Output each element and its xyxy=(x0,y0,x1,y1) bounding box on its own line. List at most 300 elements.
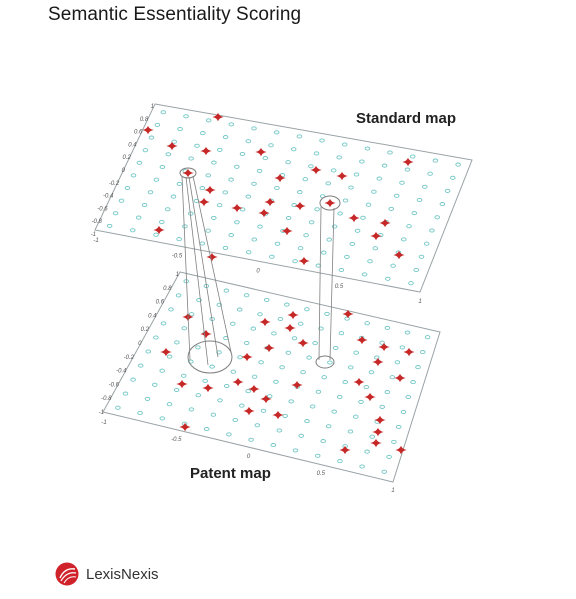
grid-point xyxy=(400,346,405,349)
grid-point xyxy=(175,341,180,344)
grid-point xyxy=(326,425,331,428)
x-tick-label: -0.5 xyxy=(171,253,183,260)
grid-point xyxy=(366,203,371,206)
patent-map-grid xyxy=(116,280,430,474)
grid-point xyxy=(235,221,240,224)
grid-point xyxy=(343,381,348,384)
highlight-point xyxy=(291,381,302,389)
grid-point xyxy=(145,397,150,400)
highlight-point xyxy=(324,199,335,207)
link-line xyxy=(330,208,334,360)
grid-point xyxy=(223,191,228,194)
grid-point xyxy=(240,404,245,407)
grid-point xyxy=(348,366,353,369)
grid-point xyxy=(183,225,188,228)
grid-point xyxy=(390,376,395,379)
grid-point xyxy=(360,465,365,468)
highlight-point xyxy=(339,446,350,454)
grid-point xyxy=(107,224,112,227)
highlight-point xyxy=(232,378,243,386)
grid-point xyxy=(277,429,282,432)
grid-point xyxy=(360,160,365,163)
grid-point xyxy=(246,195,251,198)
highlight-point xyxy=(204,186,215,194)
grid-point xyxy=(416,366,421,369)
grid-point xyxy=(131,174,136,177)
highlight-point xyxy=(259,318,270,326)
grid-point xyxy=(368,260,373,263)
grid-point xyxy=(369,371,374,374)
grid-point xyxy=(231,322,236,325)
grid-point xyxy=(203,379,208,382)
grid-point xyxy=(386,277,391,280)
grid-point xyxy=(364,386,369,389)
highlight-point xyxy=(281,227,292,235)
y-tick-label: 0 xyxy=(121,168,125,174)
grid-point xyxy=(171,195,176,198)
grid-point xyxy=(166,153,171,156)
grid-point xyxy=(332,225,337,228)
grid-point xyxy=(258,313,263,316)
y-tick-label: -1 xyxy=(90,232,96,238)
x-tick-label: 0 xyxy=(256,268,260,275)
highlight-point xyxy=(243,407,254,415)
grid-point xyxy=(172,140,177,143)
highlight-point xyxy=(264,198,275,206)
grid-point xyxy=(196,346,201,349)
lexisnexis-emblem-icon xyxy=(54,561,80,587)
grid-point xyxy=(315,454,320,457)
highlight-point xyxy=(298,257,309,265)
x-tick-label: 1 xyxy=(391,488,395,494)
grid-point xyxy=(285,303,290,306)
y-tick-label: -1 xyxy=(98,410,104,416)
grid-point xyxy=(252,182,257,185)
highlight-point xyxy=(260,395,271,403)
grid-point xyxy=(299,434,304,437)
grid-point xyxy=(333,346,338,349)
grid-point xyxy=(361,216,366,219)
grid-point xyxy=(154,336,159,339)
grid-point xyxy=(332,410,337,413)
grid-point xyxy=(372,190,377,193)
grid-point xyxy=(246,251,251,254)
grid-point xyxy=(316,390,321,393)
grid-point xyxy=(298,191,303,194)
grid-point xyxy=(125,186,130,189)
grid-point xyxy=(322,376,327,379)
grid-point xyxy=(331,169,336,172)
grid-point xyxy=(211,413,216,416)
grid-point xyxy=(451,176,456,179)
grid-point xyxy=(414,268,419,271)
grid-point xyxy=(345,255,350,258)
highlight-point xyxy=(356,336,367,344)
highlight-point xyxy=(263,344,274,352)
highlight-point xyxy=(200,330,211,338)
grid-point xyxy=(227,433,232,436)
grid-point xyxy=(223,246,228,249)
grid-point xyxy=(293,260,298,263)
grid-point xyxy=(206,229,211,232)
y-tick-label: -0.6 xyxy=(97,206,108,213)
grid-point xyxy=(240,152,245,155)
y-tick-label: 0.8 xyxy=(163,285,172,292)
grid-point xyxy=(303,178,308,181)
grid-point xyxy=(388,151,393,154)
grid-point xyxy=(286,216,291,219)
standard-map-grid xyxy=(107,111,460,285)
grid-point xyxy=(298,322,303,325)
y-tick-label: 0.2 xyxy=(122,155,131,162)
grid-point xyxy=(138,364,143,367)
patent-map-highlights xyxy=(160,310,414,454)
highlight-point xyxy=(402,158,413,166)
grid-point xyxy=(217,204,222,207)
y-tick-label: 0.4 xyxy=(148,313,157,320)
grid-point xyxy=(176,294,181,297)
grid-point xyxy=(382,164,387,167)
highlight-point xyxy=(372,428,383,436)
grid-point xyxy=(280,366,285,369)
grid-point xyxy=(353,415,358,418)
grid-point xyxy=(167,403,172,406)
x-tick-label: 0.5 xyxy=(316,471,325,477)
highlight-point xyxy=(364,393,375,401)
grid-point xyxy=(401,238,406,241)
highlight-point xyxy=(310,166,321,174)
highlight-point xyxy=(274,174,285,182)
grid-point xyxy=(182,327,187,330)
page-title: Semantic Essentiality Scoring xyxy=(48,4,302,25)
grid-point xyxy=(355,229,360,232)
grid-point xyxy=(405,331,410,334)
highlight-point xyxy=(176,380,187,388)
highlight-point xyxy=(348,214,359,222)
highlight-point xyxy=(395,446,406,454)
grid-point xyxy=(304,234,309,237)
grid-point xyxy=(189,157,194,160)
grid-point xyxy=(400,181,405,184)
y-tick-label: 0.6 xyxy=(155,299,164,306)
grid-point xyxy=(259,361,264,364)
highlight-point xyxy=(336,172,347,180)
standard-map-y-ticks xyxy=(91,104,154,238)
grid-point xyxy=(136,216,141,219)
grid-point xyxy=(263,157,268,160)
grid-point xyxy=(309,221,314,224)
y-tick-label: -0.8 xyxy=(101,396,112,403)
grid-point xyxy=(233,418,238,421)
grid-point xyxy=(423,185,428,188)
highlight-point xyxy=(200,147,211,155)
grid-point xyxy=(210,365,215,368)
grid-point xyxy=(389,207,394,210)
lexisnexis-wordmark: LexisNexis xyxy=(86,565,159,583)
grid-point xyxy=(200,187,205,190)
grid-point xyxy=(154,233,159,236)
grid-point xyxy=(339,332,344,335)
grid-point xyxy=(338,212,343,215)
grid-point xyxy=(375,356,380,359)
grid-point xyxy=(195,144,200,147)
grid-point xyxy=(278,317,283,320)
grid-point xyxy=(161,111,166,114)
grid-point xyxy=(385,326,390,329)
grid-point xyxy=(392,440,397,443)
grid-point xyxy=(395,361,400,364)
grid-point xyxy=(293,449,298,452)
y-tick-label: 0.4 xyxy=(128,142,137,149)
grid-point xyxy=(252,375,257,378)
grid-point xyxy=(339,268,344,271)
highlight-point xyxy=(206,253,217,261)
grid-point xyxy=(350,242,355,245)
y-tick-label: 0.6 xyxy=(134,129,143,136)
grid-point xyxy=(315,208,320,211)
grid-point xyxy=(177,238,182,241)
highlight-point xyxy=(353,378,364,386)
grid-point xyxy=(177,182,182,185)
grid-point xyxy=(244,294,249,297)
link-line xyxy=(319,207,321,360)
grid-point xyxy=(326,182,331,185)
grid-point xyxy=(382,470,387,473)
grid-point xyxy=(286,351,291,354)
highlight-point xyxy=(342,310,353,318)
standard-map-label: Standard map xyxy=(356,110,457,127)
grid-point xyxy=(189,408,194,411)
grid-point xyxy=(391,264,396,267)
grid-point xyxy=(310,405,315,408)
grid-point xyxy=(238,356,243,359)
highlight-point xyxy=(393,251,404,259)
patent-highlight-circle-left xyxy=(188,341,232,373)
grid-point xyxy=(338,460,343,463)
grid-point xyxy=(258,225,263,228)
grid-point xyxy=(237,308,242,311)
grid-point xyxy=(212,216,217,219)
grid-point xyxy=(251,327,256,330)
y-tick-label: 0.8 xyxy=(139,116,149,123)
grid-point xyxy=(456,163,461,166)
grid-point xyxy=(229,234,234,237)
x-tick-label: -0.5 xyxy=(171,437,182,443)
grid-point xyxy=(252,238,257,241)
grid-point xyxy=(406,395,411,398)
grid-point xyxy=(160,220,165,223)
grid-point xyxy=(184,115,189,118)
y-tick-label: -0.2 xyxy=(123,354,134,361)
grid-point xyxy=(292,337,297,340)
y-tick-label: -0.4 xyxy=(116,368,127,375)
highlight-point xyxy=(394,374,405,382)
grid-point xyxy=(174,388,179,391)
grid-point xyxy=(160,165,165,168)
grid-point xyxy=(301,371,306,374)
grid-point xyxy=(235,165,240,168)
grid-point xyxy=(307,356,312,359)
grid-point xyxy=(249,438,254,441)
grid-point xyxy=(348,430,353,433)
highlight-point xyxy=(272,411,283,419)
grid-point xyxy=(143,149,148,152)
grid-point xyxy=(314,152,319,155)
grid-point xyxy=(218,148,223,151)
grid-point xyxy=(286,161,291,164)
patent-map-plane xyxy=(103,272,440,482)
highlight-point xyxy=(403,348,414,356)
grid-point xyxy=(160,369,165,372)
highlight-point xyxy=(370,439,381,447)
grid-point xyxy=(305,308,310,311)
grid-point xyxy=(229,178,234,181)
y-tick-label: -0.2 xyxy=(108,180,120,187)
grid-point xyxy=(148,191,153,194)
highlight-point xyxy=(255,148,266,156)
grid-point xyxy=(116,406,121,409)
grid-point xyxy=(267,395,272,398)
grid-point xyxy=(337,156,342,159)
highlight-point xyxy=(287,311,298,319)
grid-point xyxy=(380,405,385,408)
grid-point xyxy=(189,313,194,316)
grid-point xyxy=(142,203,147,206)
standard-map-x-ticks xyxy=(93,238,421,305)
grid-point xyxy=(411,381,416,384)
grid-point xyxy=(419,255,424,258)
grid-point xyxy=(165,208,170,211)
grid-point xyxy=(428,172,433,175)
y-tick-label: -0.6 xyxy=(108,382,119,389)
grid-point xyxy=(224,289,229,292)
grid-point xyxy=(272,332,277,335)
grid-point xyxy=(246,390,251,393)
grid-point xyxy=(349,186,354,189)
grid-point xyxy=(313,342,318,345)
y-tick-label: 0 xyxy=(138,341,142,347)
grid-point xyxy=(373,247,378,250)
grid-point xyxy=(218,399,223,402)
grid-point xyxy=(297,135,302,138)
grid-point xyxy=(298,247,303,250)
grid-point xyxy=(246,140,251,143)
grid-point xyxy=(196,394,201,397)
highlight-point xyxy=(372,358,383,366)
highlight-point xyxy=(258,209,269,217)
grid-point xyxy=(153,383,158,386)
grid-point xyxy=(275,242,280,245)
grid-point xyxy=(396,425,401,428)
grid-point xyxy=(154,178,159,181)
grid-point xyxy=(394,194,399,197)
grid-point xyxy=(169,308,174,311)
grid-point xyxy=(321,440,326,443)
y-tick-label: 0.2 xyxy=(140,327,149,334)
grid-point xyxy=(354,351,359,354)
grid-point xyxy=(320,139,325,142)
grid-point xyxy=(200,242,205,245)
grid-point xyxy=(201,132,206,135)
grid-point xyxy=(257,169,262,172)
grid-point xyxy=(424,242,429,245)
grid-point xyxy=(417,198,422,201)
grid-point xyxy=(365,147,370,150)
y-tick-label: -0.4 xyxy=(103,193,114,200)
grid-point xyxy=(421,351,426,354)
grid-point xyxy=(181,374,186,377)
grid-point xyxy=(433,159,438,162)
grid-point xyxy=(289,400,294,403)
grid-point xyxy=(113,212,118,215)
grid-point xyxy=(305,420,310,423)
grid-point xyxy=(345,317,350,320)
grid-point xyxy=(343,199,348,202)
grid-point xyxy=(440,203,445,206)
grid-point xyxy=(206,174,211,177)
highlight-point xyxy=(370,232,381,240)
y-tick-label: 1 xyxy=(175,272,179,278)
grid-point xyxy=(231,370,236,373)
grid-point xyxy=(274,131,279,134)
grid-point xyxy=(146,350,151,353)
grid-point xyxy=(321,251,326,254)
grid-point xyxy=(264,298,269,301)
highlight-point xyxy=(202,384,213,392)
grid-point xyxy=(385,391,390,394)
highlight-point xyxy=(284,324,295,332)
link-line xyxy=(193,176,231,352)
grid-point xyxy=(325,312,330,315)
grid-point xyxy=(149,136,154,139)
patent-map xyxy=(99,272,440,494)
grid-point xyxy=(274,380,279,383)
grid-point xyxy=(123,392,128,395)
highlight-point xyxy=(297,339,308,347)
grid-point xyxy=(206,119,211,122)
grid-point xyxy=(365,450,370,453)
grid-point xyxy=(255,424,260,427)
grid-point xyxy=(291,148,296,151)
grid-point xyxy=(337,395,342,398)
x-tick-label: -1 xyxy=(101,420,107,426)
grid-point xyxy=(270,255,275,258)
grid-point xyxy=(387,455,392,458)
grid-point xyxy=(252,127,257,130)
grid-point xyxy=(359,400,364,403)
highlight-point xyxy=(179,423,190,431)
grid-point xyxy=(224,384,229,387)
grid-point xyxy=(309,165,314,168)
grid-point xyxy=(370,435,375,438)
grid-point xyxy=(137,161,142,164)
highlight-point xyxy=(241,353,252,361)
grid-point xyxy=(365,322,370,325)
x-tick-label: 0 xyxy=(246,454,251,460)
patent-map-y-ticks xyxy=(99,272,179,416)
highlight-point xyxy=(198,198,209,206)
grid-point xyxy=(212,161,217,164)
grid-point xyxy=(271,444,276,447)
patent-map-label: Patent map xyxy=(190,465,271,482)
y-tick-label: -0.8 xyxy=(91,219,102,226)
grid-point xyxy=(229,123,234,126)
grid-point xyxy=(377,177,382,180)
grid-point xyxy=(204,428,209,431)
grid-point xyxy=(269,144,274,147)
grid-point xyxy=(435,216,440,219)
grid-point xyxy=(405,168,410,171)
